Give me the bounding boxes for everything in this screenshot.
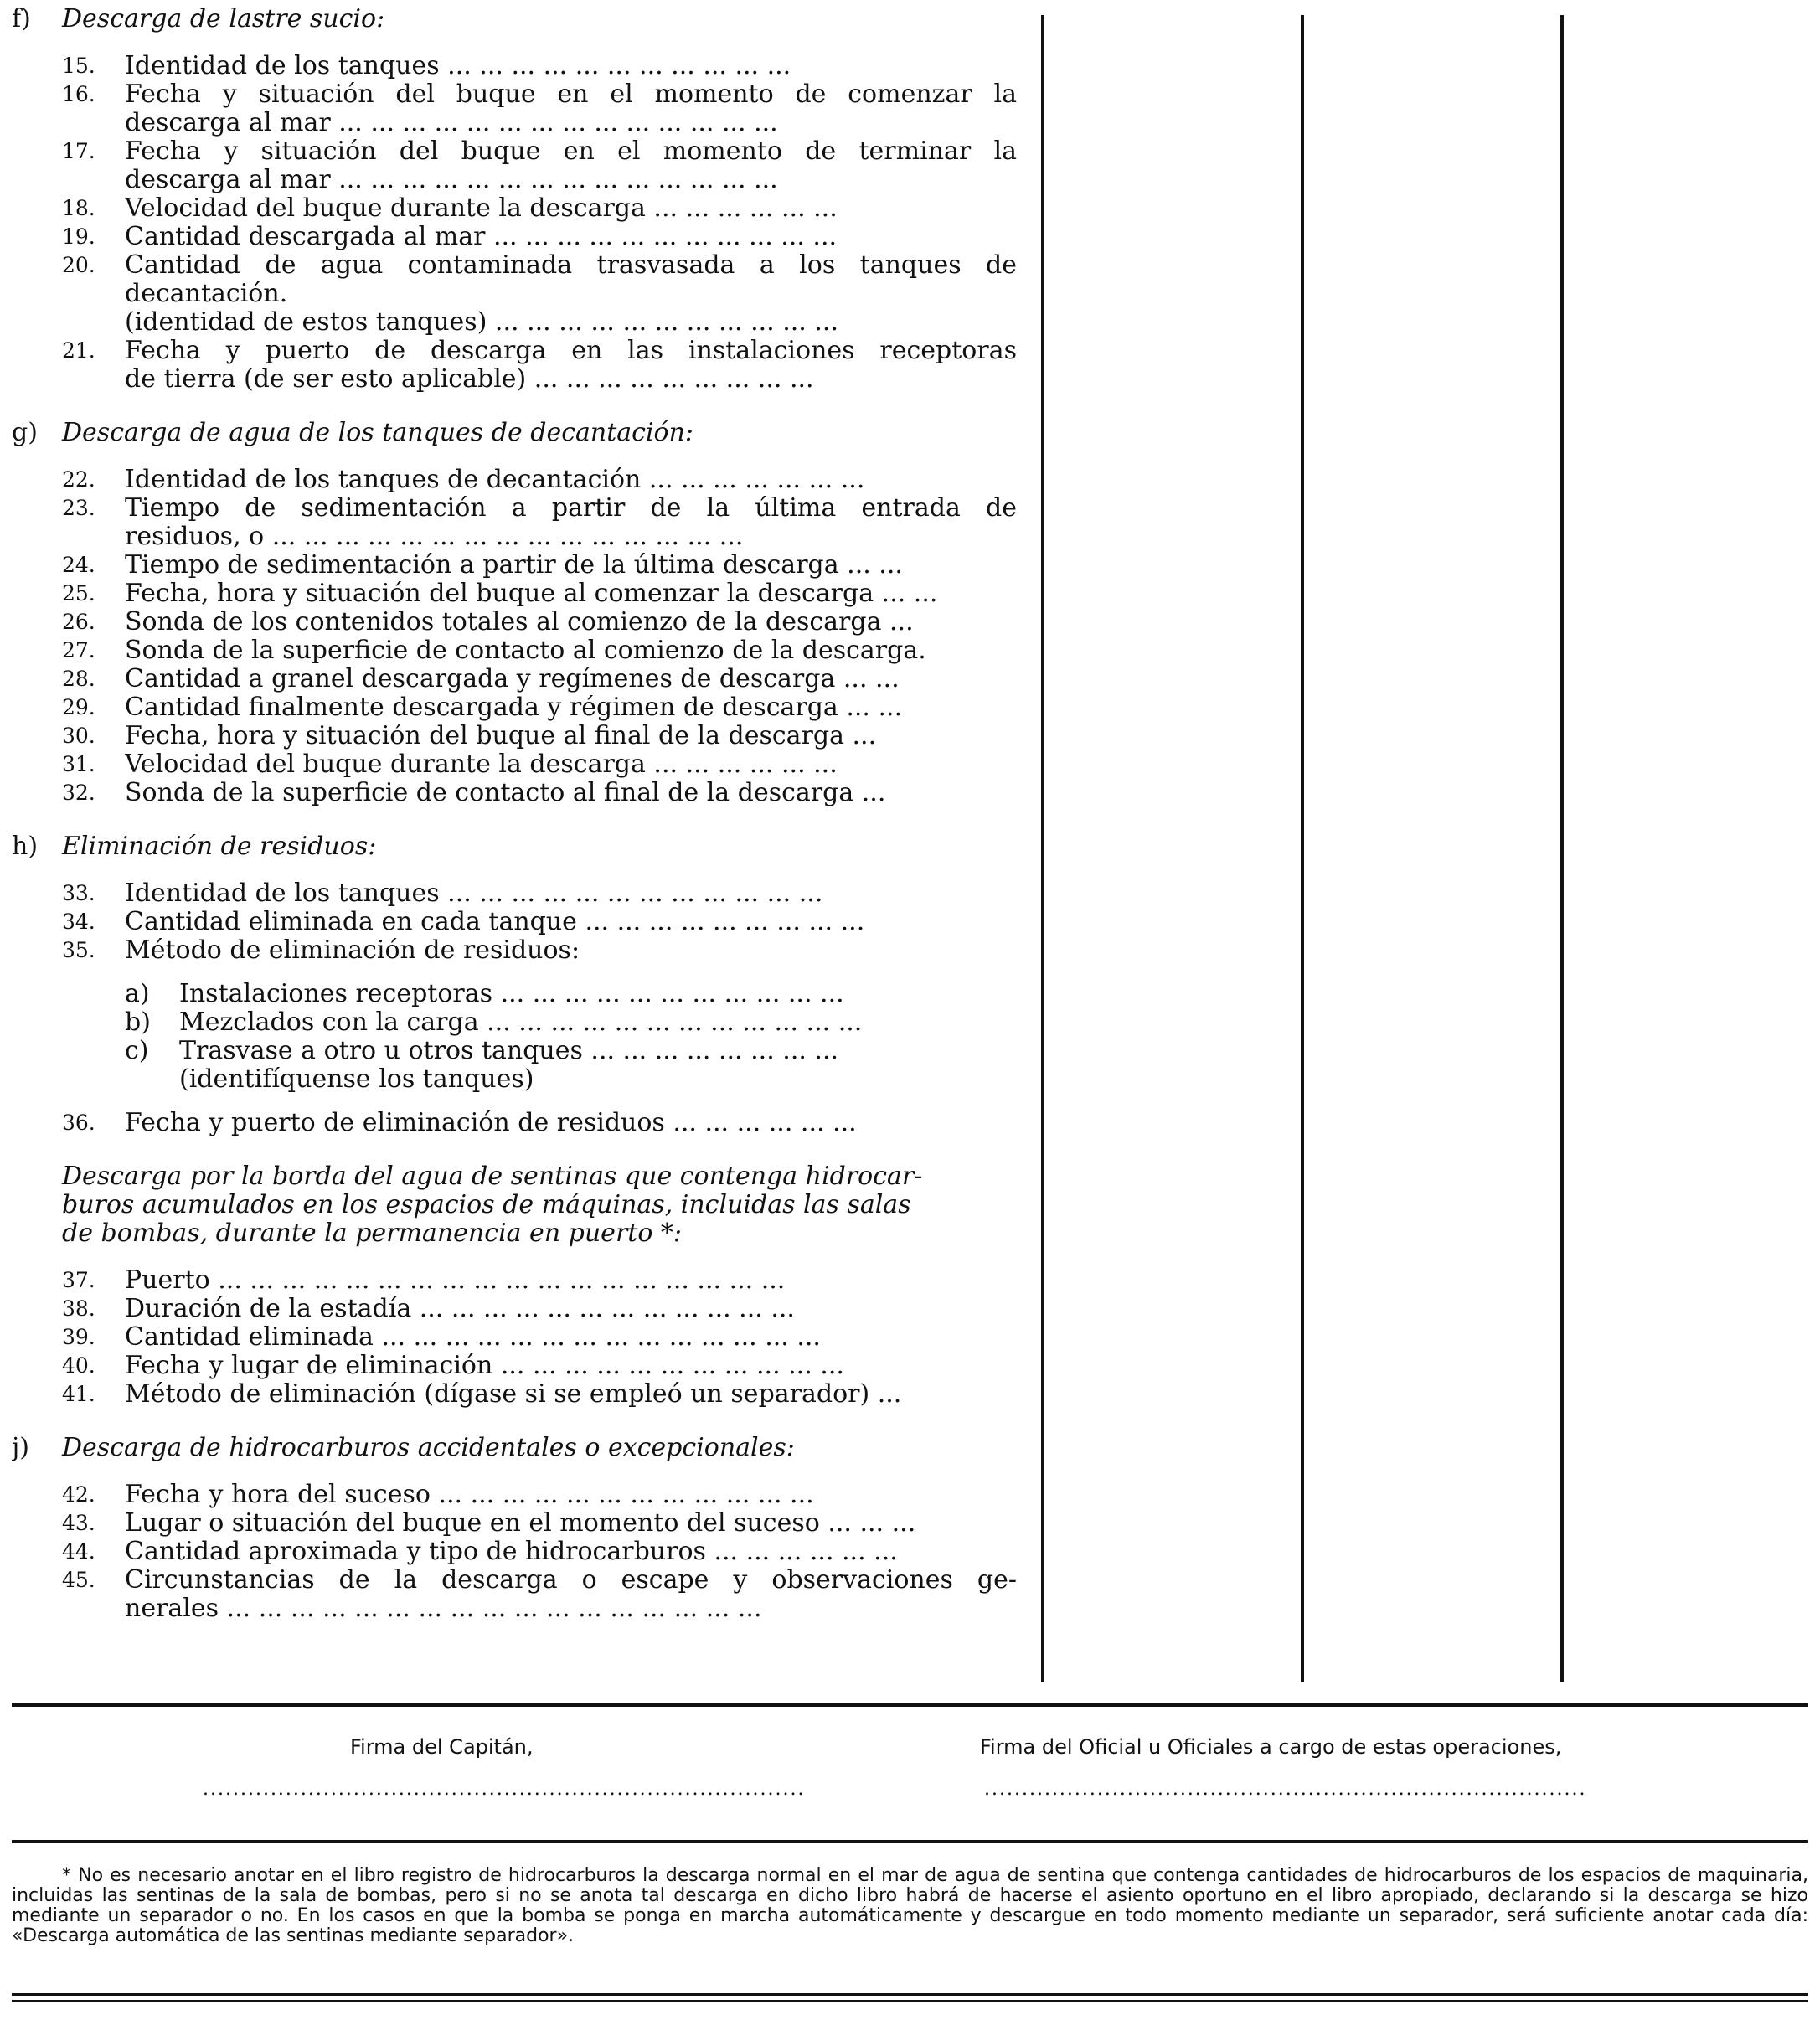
section-letter: h) [12, 832, 39, 861]
form-item: 21. Fecha y puerto de descarga en las instalaciones receptoras de tierra (de ser esto aplicable) ... ... ... ... ... ... ... ... ... [62, 337, 1017, 394]
section-i-title: Descarga por la borda del agua de sentinas que contenga hidrocar- buros acumulados en los espacios de máquinas, incluidas las salas de bombas, durante la permanencia en puerto *: [12, 1162, 1017, 1248]
column-divider-1 [1041, 15, 1044, 1682]
form-item: 30. Fecha, hora y situación del buque al final de la descarga ... [62, 722, 877, 750]
form-item: 18. Velocidad del buque durante la descarga ... ... ... ... ... ... [62, 194, 838, 223]
section-h-title: h) Eliminación de residuos: [12, 832, 377, 861]
form-item: 29. Cantidad finalmente descargada y régimen de descarga ... ... [62, 693, 903, 722]
section-j-items [12, 1481, 1017, 1623]
form-item: 34. Cantidad eliminada en cada tanque ... ... ... ... ... ... ... ... ... [62, 908, 865, 936]
form-item: 26. Sonda de los contenidos totales al comienzo de la descarga ... [62, 608, 914, 636]
form-item: 27. Sonda de la superficie de contacto al comienzo de la descarga. [62, 636, 926, 665]
form-item: 39. Cantidad eliminada ... ... ... ... ... ... ... ... ... ... ... ... ... ... [62, 1323, 821, 1352]
section-letter: f) [12, 5, 31, 33]
form-item: 41. Método de eliminación (dígase si se empleó un separador) ... [62, 1380, 902, 1409]
form-text-column [12, 5, 1017, 1623]
form-item: 16. Fecha y situación del buque en el momento de comenzar la descarga al mar ... ... ... ... ... ... ... ... ... ... ... ... ... ... [62, 80, 1017, 137]
form-item: 31. Velocidad del buque durante la descarga ... ... ... ... ... ... [62, 750, 838, 779]
column-divider-3 [1560, 15, 1564, 1682]
form-item: 32. Sonda de la superficie de contacto al final de la descarga ... [62, 779, 886, 807]
bottom-rule-2 [12, 2000, 1808, 2002]
form-subitem: a) Instalaciones receptoras ... ... ... ... ... ... ... ... ... ... ... [125, 979, 844, 1008]
section-g-title: g) Descarga de agua de los tanques de decantación: [12, 419, 694, 447]
section-letter [12, 1162, 62, 1191]
form-item: 38. Duración de la estadía ... ... ... ... ... ... ... ... ... ... ... ... [62, 1295, 795, 1323]
form-item: 44. Cantidad aproximada y tipo de hidrocarburos ... ... ... ... ... ... [62, 1538, 898, 1566]
form-item: 25. Fecha, hora y situación del buque al comenzar la descarga ... ... [62, 580, 938, 608]
form-item: 23. Tiempo de sedimentación a partir de la última entrada de residuos, o ... ... ... ... ... ... ... ... ... ... ... ... ... ... ... [62, 494, 1017, 551]
section-f-items [12, 52, 1017, 394]
form-item: 22. Identidad de los tanques de decantación ... ... ... ... ... ... ... [62, 466, 865, 494]
form-item: 20. Cantidad de agua contaminada trasvasada a los tanques de decantación. (identidad de estos tanques) ... ... ... ... ... ... ... ... ... ... ... [62, 251, 1017, 337]
form-item: 28. Cantidad a granel descargada y regímenes de descarga ... ... [62, 665, 900, 693]
bottom-rule-1 [12, 1993, 1808, 1996]
form-item: 19. Cantidad descargada al mar ... ... ... ... ... ... ... ... ... ... ... [62, 223, 838, 251]
section-h-items [12, 879, 1017, 1137]
section-letter: j) [12, 1434, 30, 1462]
form-item: 43. Lugar o situación del buque en el momento del suceso ... ... ... [62, 1509, 916, 1538]
form-item: 45. Circunstancias de la descarga o escape y observaciones ge- nerales ... ... ... ... ... ... ... ... ... ... ... ... ... ... ... ... ... [62, 1566, 1017, 1623]
form-subitem: b) Mezclados con la carga ... ... ... ... ... ... ... ... ... ... ... ... [125, 1007, 863, 1037]
officers-signature-line: ................................................................................ [984, 1779, 1587, 1800]
form-item: 35. Método de eliminación de residuos: [62, 936, 580, 965]
form-item: 15. Identidad de los tanques ... ... ... ... ... ... ... ... ... ... ... [62, 52, 791, 80]
captain-signature-label: Firma del Capitán, [350, 1735, 534, 1759]
officers-signature-label: Firma del Oficial u Oficiales a cargo de estas operaciones, [980, 1735, 1562, 1759]
form-item: 36. Fecha y puerto de eliminación de residuos ... ... ... ... ... ... [62, 1109, 857, 1137]
section-i-items [12, 1266, 1017, 1409]
footnote: * No es necesario anotar en el libro registro de hidrocarburos la descarga normal en el mar de agua de sentina que contenga cantidades de hidrocarburos de los espacios de maquinaria, incluidas las sentinas de la sala de bombas, pero si no se anota tal descarga en dicho libro habrá de hacerse el asiento oportuno en el libro apropiado, declarando si la descarga se hizo mediante un separador o no. En los casos en que la bomba se ponga en marcha automáticamente y descargue en todo momento mediante un separador, será suficiente anotar cada día: «Descarga automática de las sentinas mediante separador». [12, 1865, 1808, 1946]
form-subitem: c) Trasvase a otro u otros tanques ... ... ... ... ... ... ... ... (identifíquense los tanques) [125, 1036, 839, 1094]
column-divider-2 [1301, 15, 1304, 1682]
signature-top-rule [12, 1703, 1808, 1707]
section-g-items [12, 466, 1017, 807]
form-item: 40. Fecha y lugar de eliminación ... ... ... ... ... ... ... ... ... ... ... [62, 1352, 844, 1380]
form-item: 37. Puerto ... ... ... ... ... ... ... ... ... ... ... ... ... ... ... ... ... ... [62, 1266, 786, 1295]
form-item: 17. Fecha y situación del buque en el momento de terminar la descarga al mar ... ... ... ... ... ... ... ... ... ... ... ... ... ... [62, 137, 1017, 194]
form-item: 42. Fecha y hora del suceso ... ... ... ... ... ... ... ... ... ... ... ... [62, 1481, 814, 1509]
footnote-top-rule [12, 1840, 1808, 1843]
section-letter: g) [12, 419, 38, 447]
form-item: 33. Identidad de los tanques ... ... ... ... ... ... ... ... ... ... ... ... [62, 879, 823, 908]
section-f-title: f) Descarga de lastre sucio: [12, 5, 385, 33]
captain-signature-line: ................................................................................ [203, 1779, 806, 1800]
form-item: 24. Tiempo de sedimentación a partir de la última descarga ... ... [62, 551, 903, 580]
section-j-title: j) Descarga de hidrocarburos accidentales o excepcionales: [12, 1434, 795, 1462]
